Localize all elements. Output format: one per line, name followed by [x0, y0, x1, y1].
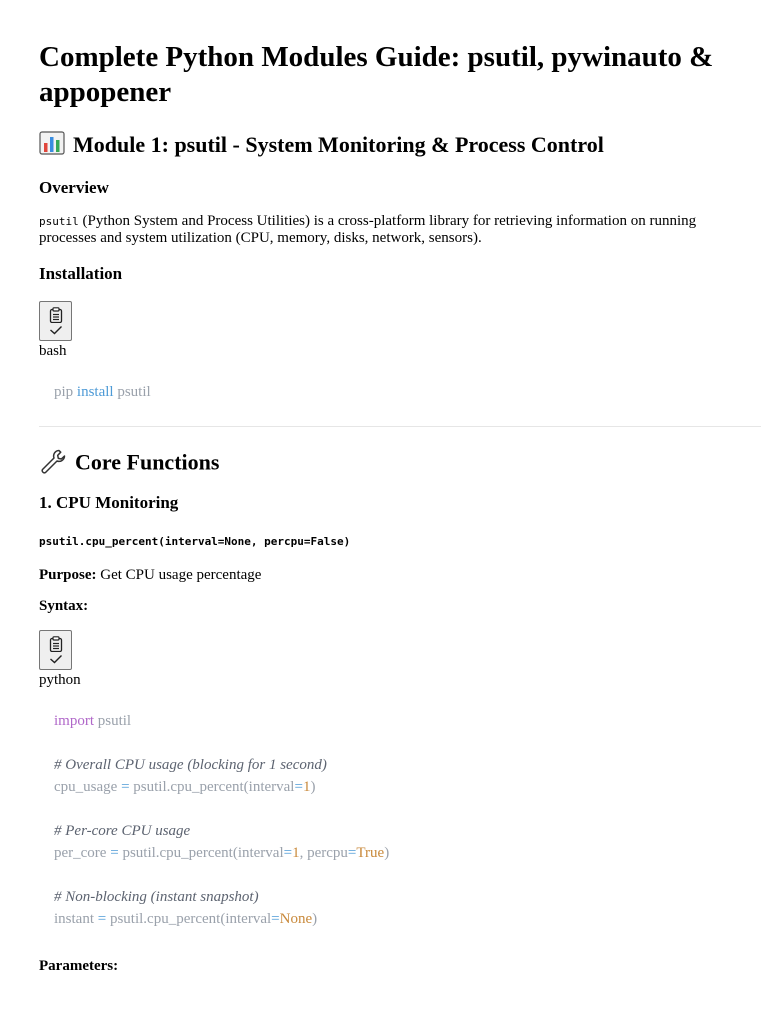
code-token-operator: = — [110, 845, 119, 861]
code-token-constant: True — [356, 845, 385, 861]
code-comment: # Non-blocking (instant snapshot) — [54, 889, 259, 905]
code-line-blank — [54, 864, 389, 886]
clipboard-icon — [49, 636, 63, 652]
code-token: cpu_usage — [54, 779, 122, 795]
code-token-builtin: install — [76, 384, 114, 400]
code-token: psutil — [94, 713, 132, 729]
code-line — [54, 776, 389, 798]
purpose-text: Get CPU usage percentage — [96, 567, 262, 583]
core-functions-heading — [39, 448, 219, 481]
wrench-icon — [39, 448, 67, 481]
code-token-operator: = — [97, 911, 107, 927]
syntax-paragraph — [39, 598, 739, 615]
bar-chart-icon — [39, 131, 65, 162]
code-line — [54, 908, 389, 930]
overview-paragraph — [39, 213, 739, 247]
code-token: per_core — [54, 845, 111, 861]
code-comment: # Overall CPU usage (blocking for 1 second) — [54, 757, 327, 773]
code-block-python — [54, 710, 389, 930]
copy-button-python[interactable] — [39, 630, 72, 670]
code-line — [54, 710, 389, 732]
code-token-keyword: import — [54, 713, 94, 729]
cpu-percent-signature: psutil.cpu_percent(interval=None, percpu=False) — [39, 535, 351, 548]
code-block-bash — [54, 381, 151, 403]
code-line — [54, 842, 389, 864]
code-line-blank — [54, 732, 389, 754]
code-token: psutil.cpu_percent(interval — [129, 779, 295, 795]
code-language-label: python — [39, 672, 81, 688]
code-token-number: 1 — [302, 779, 311, 795]
code-token-operator: = — [294, 779, 303, 795]
code-token-operator: = — [271, 911, 280, 927]
code-line-blank — [54, 798, 389, 820]
module1-heading-text: Module 1: psutil - System Monitoring & Process Control — [73, 132, 604, 157]
overview-text: (Python System and Process Utilities) is a cross-platform library for retrieving information on running processes and system utilization (CPU, memory, disks, network, sensors). — [39, 213, 697, 246]
section-divider — [39, 426, 761, 427]
code-token: ) — [310, 779, 316, 795]
core-functions-heading-text: Core Functions — [75, 449, 220, 475]
page-title: Complete Python Modules Guide: psutil, pywinauto & appopener — [39, 41, 714, 108]
code-token-number: 1 — [292, 845, 300, 861]
code-token: ) — [312, 911, 318, 927]
code-token-operator: = — [347, 845, 357, 861]
code-token: instant — [54, 911, 98, 927]
code-token: , percpu — [299, 845, 348, 861]
code-line — [54, 381, 151, 403]
code-token: psutil.cpu_percent(interval — [118, 845, 284, 861]
syntax-label: Syntax: — [39, 598, 89, 614]
module1-heading — [39, 131, 604, 162]
function-signature — [39, 533, 739, 550]
code-token: pip — [54, 384, 77, 400]
code-token: psutil — [113, 384, 151, 400]
code-language-label: bash — [39, 343, 67, 359]
code-token-operator: = — [283, 845, 293, 861]
copy-button-bash[interactable] — [39, 301, 72, 341]
purpose-paragraph — [39, 567, 739, 584]
parameters-paragraph — [39, 958, 739, 975]
code-comment: # Per-core CPU usage — [54, 823, 191, 839]
code-token: ) — [384, 845, 390, 861]
inline-code-psutil: psutil — [39, 215, 79, 228]
cpu-monitoring-heading: 1. CPU Monitoring — [39, 493, 179, 512]
code-token-operator: = — [121, 779, 130, 795]
check-icon — [49, 654, 63, 664]
purpose-label: Purpose: — [39, 567, 97, 583]
code-token-constant: None — [279, 911, 313, 927]
code-token: psutil.cpu_percent(interval — [106, 911, 272, 927]
installation-heading: Installation — [39, 264, 123, 283]
parameters-label: Parameters: — [39, 958, 119, 974]
overview-heading: Overview — [39, 178, 109, 197]
check-icon — [49, 325, 63, 335]
clipboard-icon — [49, 307, 63, 323]
